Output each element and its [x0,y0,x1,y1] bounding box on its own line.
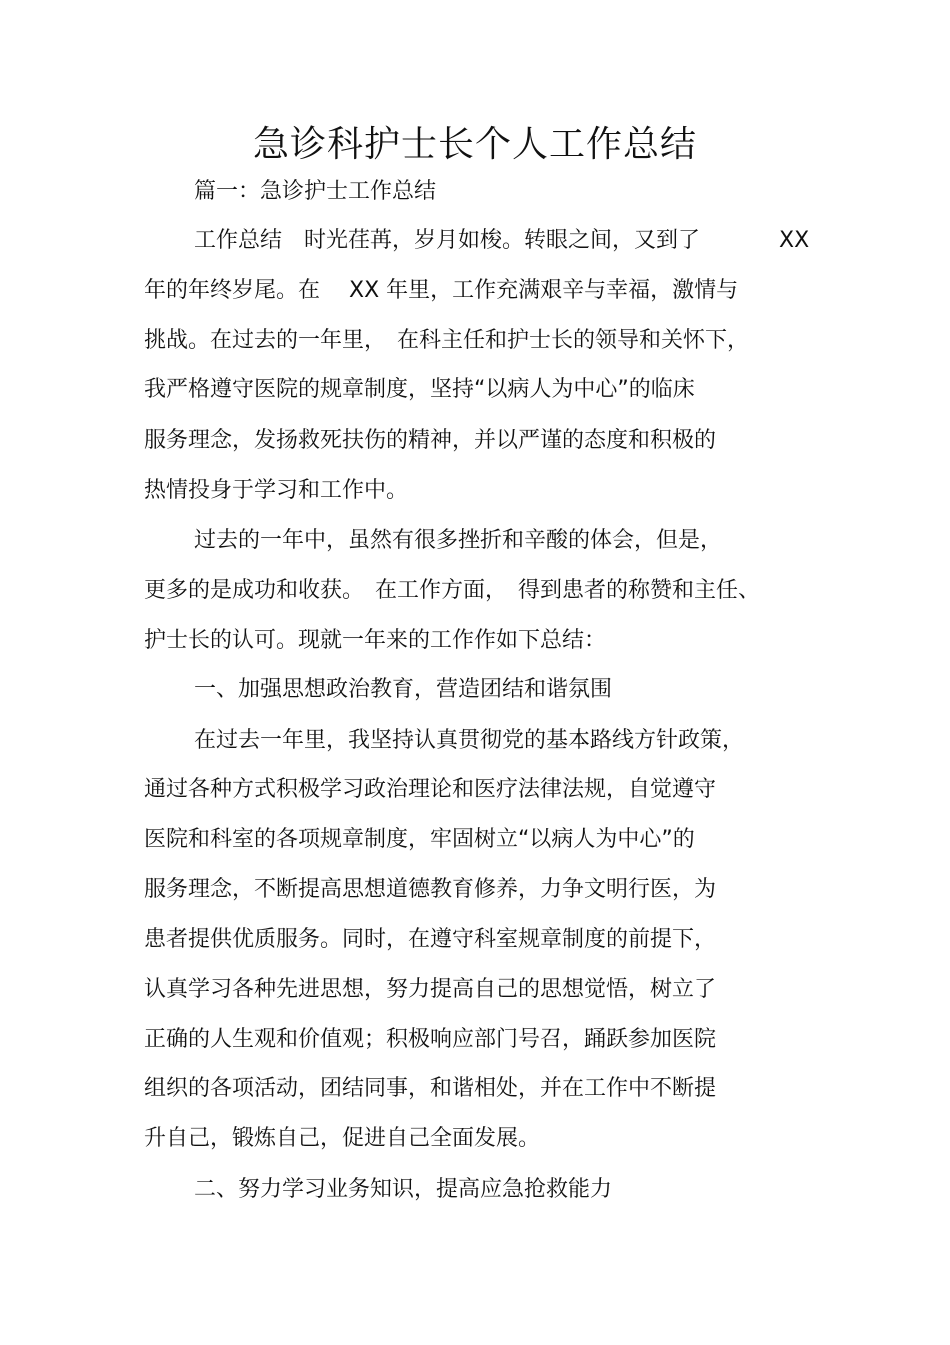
paragraph-line: 正确的人生观和价值观；积极响应部门号召，踊跃参加医院 [144,1027,717,1052]
paragraph-line: 更多的是成功和收获。 在工作方面， 得到患者的称赞和主任、 [144,578,761,603]
paragraph-line: 年的年终岁尾。在 XX 年里，工作充满艰辛与幸福，激情与 [144,278,739,303]
paragraph-line: 过去的一年中，虽然有很多挫折和辛酸的体会，但是， [194,528,723,553]
document-title: 急诊科护士长个人工作总结 [252,124,697,165]
paragraph-line: 服务理念，发扬救死扶伤的精神，并以严谨的态度和积极的 [144,428,717,453]
paragraph-line: 挑战。在过去的一年里， 在科主任和护士长的领导和关怀下， [144,328,750,353]
paragraph-line: 我严格遵守医院的规章制度，坚持“以病人为中心”的临床 [144,377,695,402]
paragraph-line: 升自己，锻炼自己，促进自己全面发展。 [144,1126,541,1151]
paragraph-line: 通过各种方式积极学习政治理论和医疗法律法规，自觉遵守 [144,777,717,802]
paragraph-token-xx: XX [779,228,810,253]
section-heading-2: 二、努力学习业务知识，提高应急抢救能力 [194,1177,613,1202]
paragraph-line: 认真学习各种先进思想，努力提高自己的思想觉悟，树立了 [144,977,717,1002]
paragraph-line: 护士长的认可。现就一年来的工作作如下总结： [144,628,607,653]
paragraph-line: 工作总结 时光荏苒，岁月如梭。转眼之间，又到了 [194,228,701,253]
paragraph-line: 在过去一年里，我坚持认真贯彻党的基本路线方针政策， [194,728,745,753]
paragraph-line: 热情投身于学习和工作中。 [144,478,409,503]
paragraph-line: 患者提供优质服务。同时，在遵守科室规章制度的前提下， [144,927,717,952]
paragraph-line: 组织的各项活动，团结同事，和谐相处，并在工作中不断提 [144,1076,717,1101]
paragraph-line: 服务理念，不断提高思想道德教育修养，力争文明行医，为 [144,877,717,902]
section-heading-1: 一、加强思想政治教育，营造团结和谐氛围 [194,677,613,702]
section-label: 篇一：急诊护士工作总结 [194,179,437,204]
paragraph-line: 医院和科室的各项规章制度，牢固树立“以病人为中心”的 [144,827,695,852]
